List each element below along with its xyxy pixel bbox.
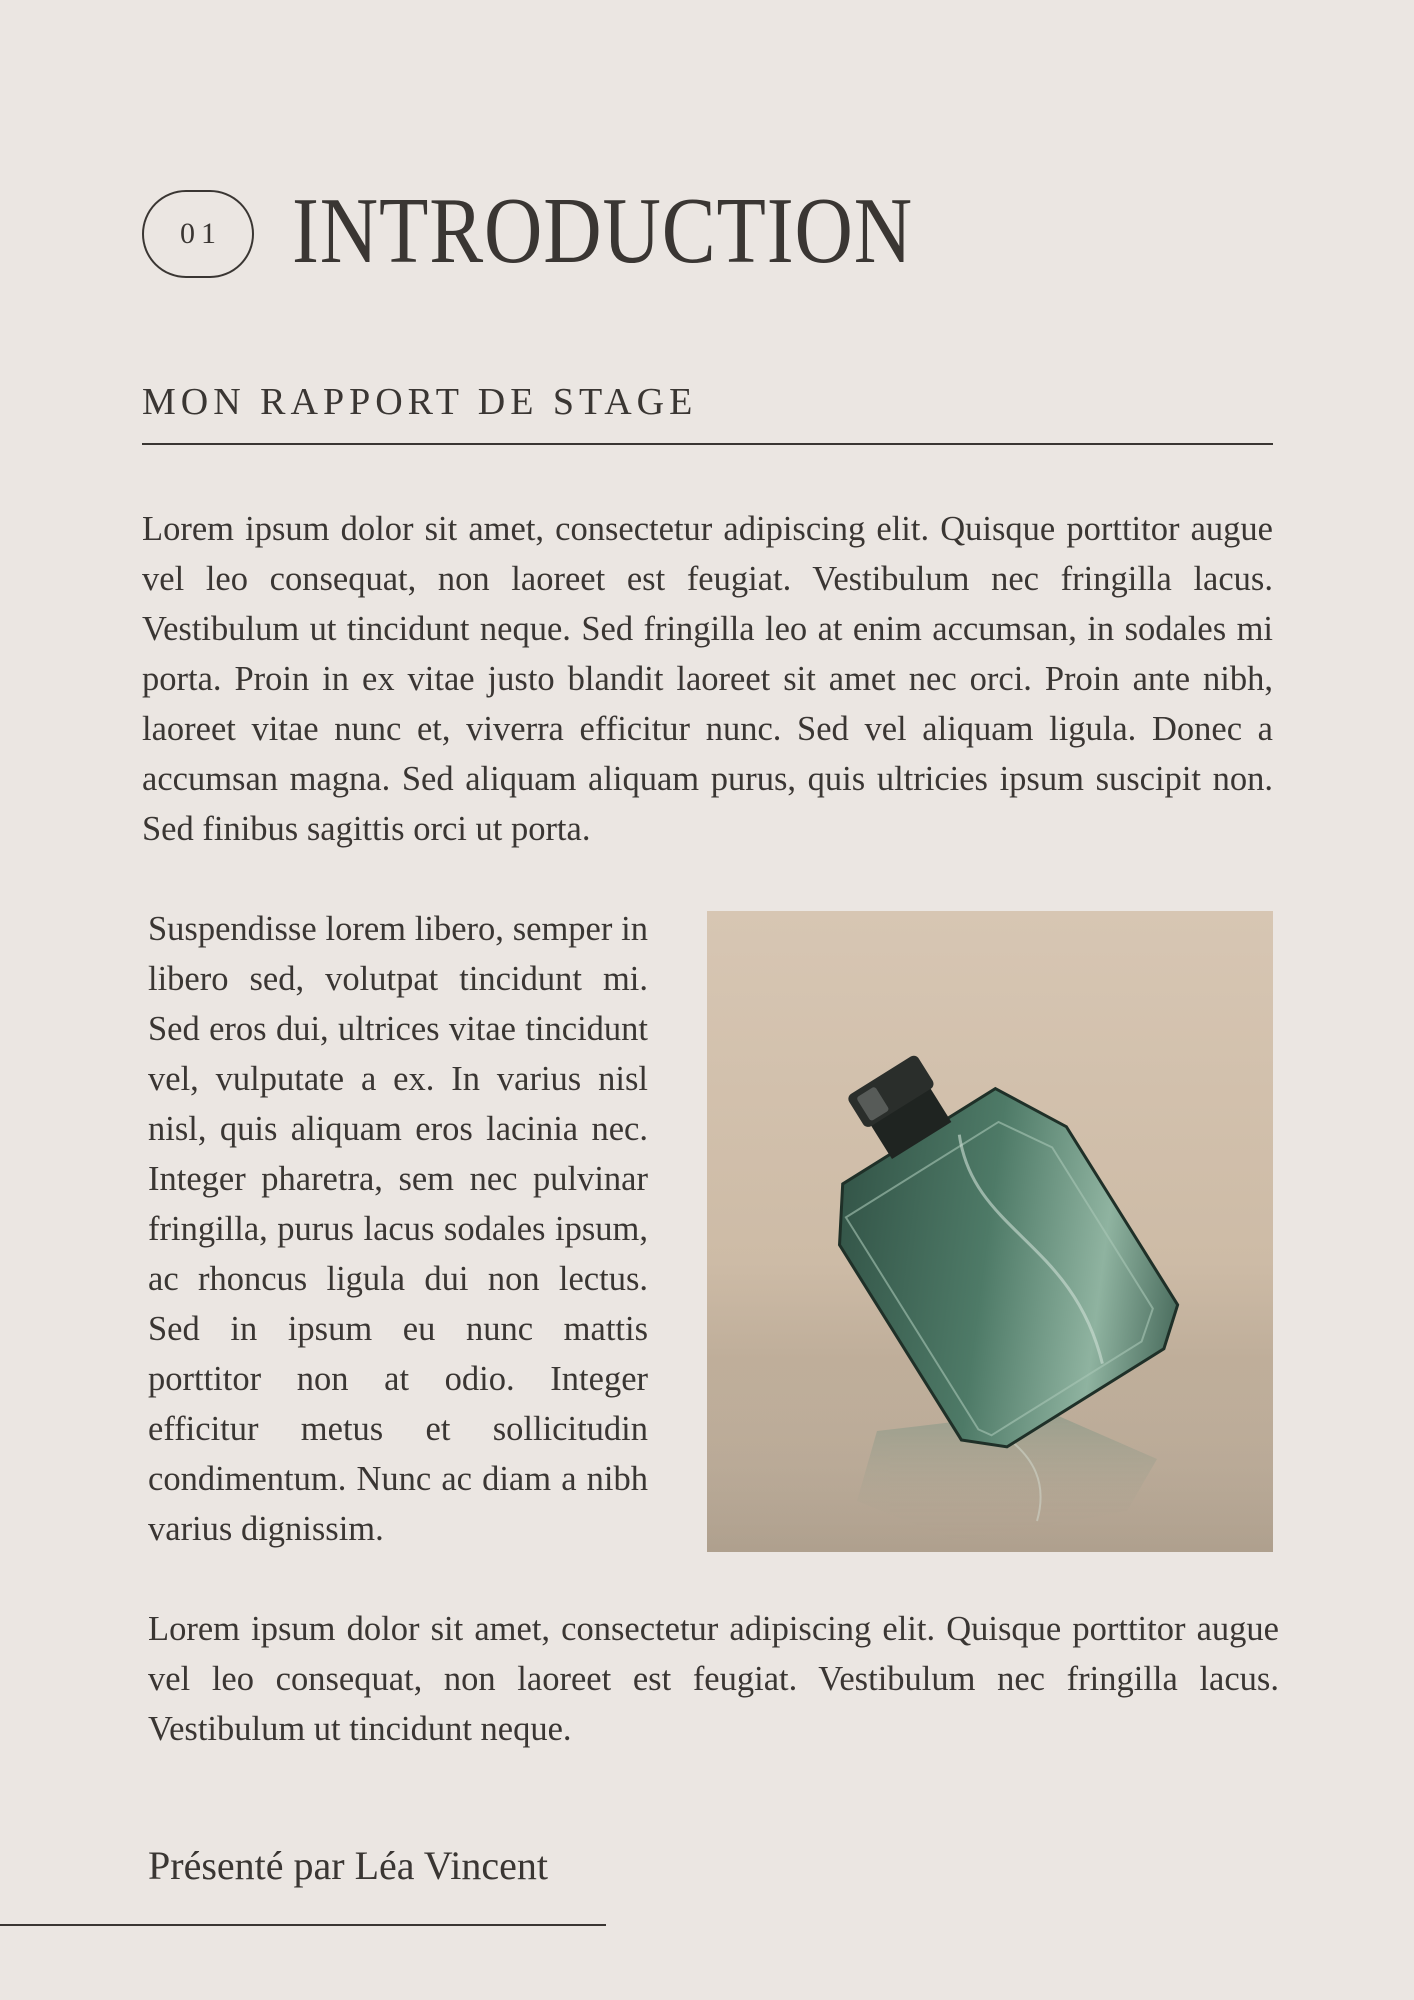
presenter-credit: Présenté par Léa Vincent [148,1843,549,1888]
footer-divider [0,1924,606,1926]
intro-paragraph: Lorem ipsum dolor sit amet, consectetur adipiscing elit. Quisque porttitor augue vel leo consequat, non laoreet est feugiat. Vestibulum nec fringilla lacus. Vestibulum ut tincidunt neque. Sed fringilla leo at enim accumsan, in sodales mi porta. Proin in ex vitae justo blandit laoreet sit amet nec orci. Proin ante nibh, laoreet vitae nunc et, viverra efficitur nunc. Sed vel aliquam ligula. Donec a accumsan magna. Sed aliquam aliquam purus, quis ultricies ipsum suscipit non. Sed finibus sagittis orci ut porta. [142,510,1273,848]
perfume-bottle-photo [707,911,1273,1552]
closing-paragraph: Lorem ipsum dolor sit amet, consectetur adipiscing elit. Quisque porttitor augue vel leo consequat, non laoreet est feugiat. Vestibulum nec fringilla lacus. Vestibulum ut tincidunt neque. [148,1610,1279,1748]
subtitle-divider [142,443,1273,445]
section-number: 01 [180,217,222,250]
report-subtitle: MON RAPPORT DE STAGE [142,381,698,423]
section-number-badge [142,190,254,278]
page-title: INTRODUCTION [292,179,914,283]
perfume-bottle-illustration [707,911,1273,1552]
side-paragraph: Suspendisse lorem libero, semper in libero sed, volutpat tincidunt mi. Sed eros dui, ultrices vitae tincidunt vel, vulputate a ex. In varius nisl nisl, quis aliquam eros lacinia nec. Integer pharetra, sem nec pulvinar fringilla, purus lacus sodales ipsum, ac rhoncus ligula dui non lectus. Sed in ipsum eu nunc mattis porttitor non at odio. Integer efficitur metus et sollicitudin condimentum. Nunc ac diam a nibh varius dignissim. [148,910,648,1548]
